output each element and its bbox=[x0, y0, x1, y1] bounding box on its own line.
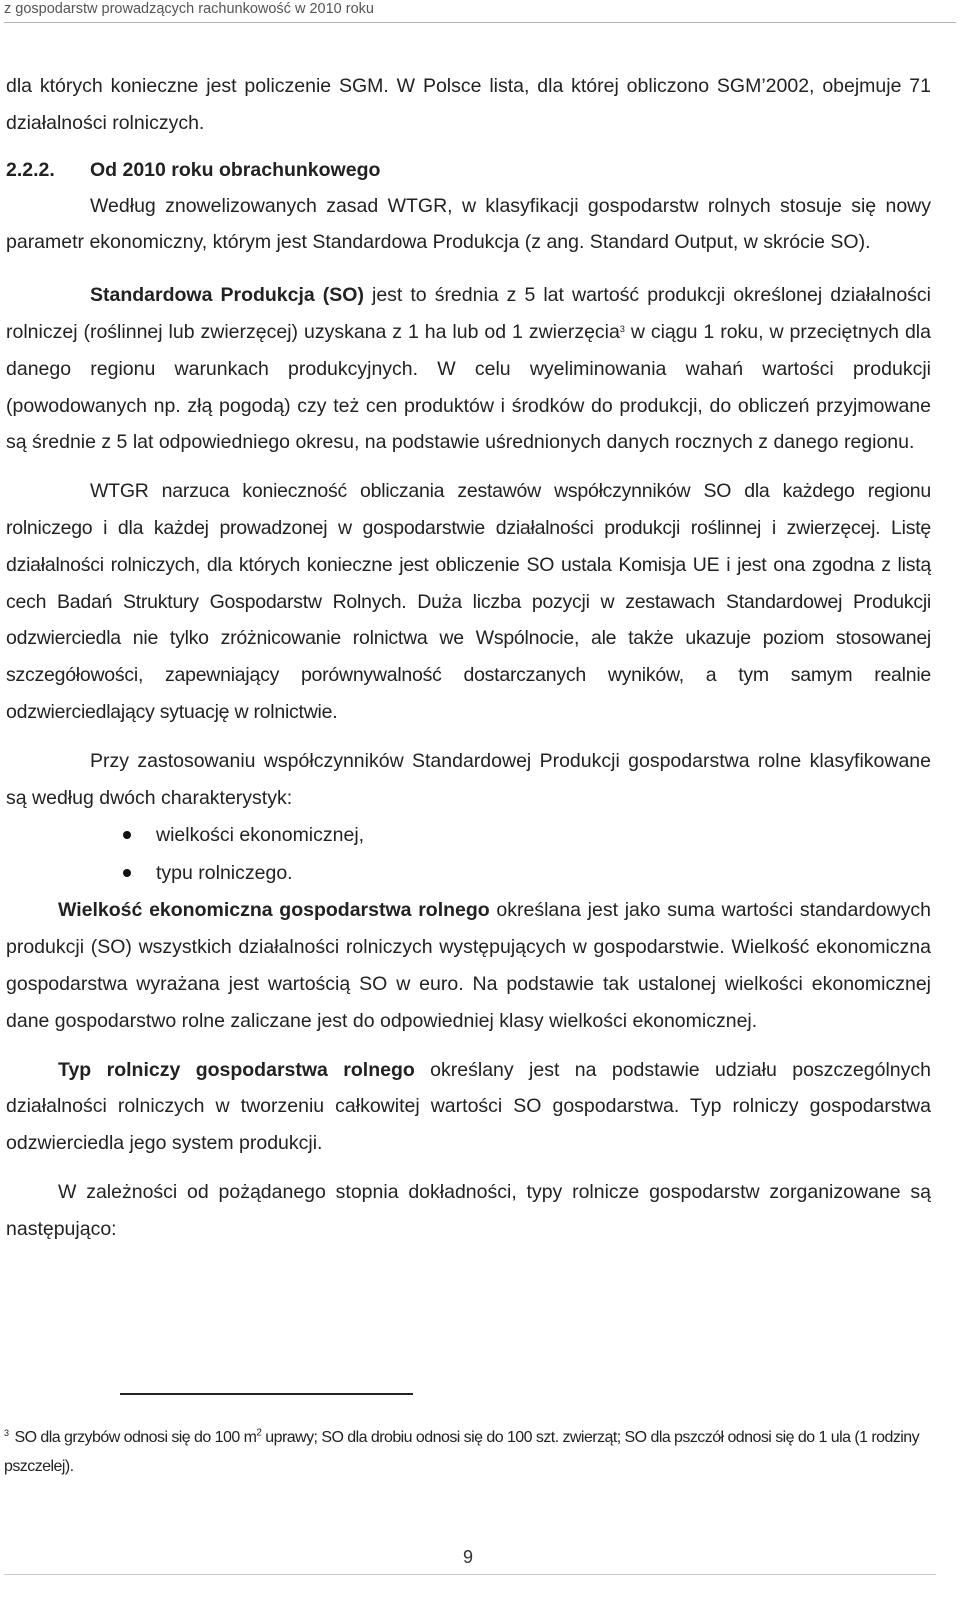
term-wielkosc-ekonomiczna: Wielkość ekonomiczna gospodarstwa rolnego bbox=[58, 899, 490, 922]
paragraph-wtgr: WTGR narzuca konieczność obliczania zestawów współczynników SO dla każdego regionu rolniczego i dla każdej prowadzonej w gospodarstwie działalności produkcji roślinnej i zwierzęcej. Listę działalności rolniczych, dla których konieczne jest obliczenie SO ustala Komisja UE i jest ona zgodna z listą cech Badań Struktury Gospodarstw Rolnych. Duża liczba pozycji w zestawach Standardowej Produkcji odzwierciedla nie tylko zróżnicowanie rolnictwa we Wspólnocie, ale także ukazuje poziom stosowanej szczegółowości, zapewniający porównywalność dostarczanych wyników, a tym samym realnie odzwierciedlający sytuację w rolnictwie. bbox=[6, 480, 931, 723]
paragraph-economic-size-text: określana jest jako suma wartości standardowych produkcji (SO) wszystkich działalności rolniczych występujących w gospodarstwie. Wielkość ekonomiczna gospodarstwa wyrażana jest wartością SO w euro. Na podstawie tak ustalonej wielkości ekonomicznej dane gospodarstwo rolne zaliczane jest do odpowiedniej klasy wielkości ekonomicznej. bbox=[6, 899, 931, 1032]
term-standardowa-produkcja: Standardowa Produkcja (SO) bbox=[90, 284, 364, 307]
paragraph-farm-type bbox=[6, 1052, 931, 1162]
term-typ-rolniczy: Typ rolniczy gospodarstwa rolnego bbox=[58, 1058, 415, 1081]
list-item-text: wielkości ekonomicznej, bbox=[156, 824, 365, 847]
page-body bbox=[6, 68, 931, 1248]
section-heading bbox=[6, 152, 931, 188]
footnote-text-b: uprawy; SO dla drobiu odnosi się do 100 szt. zwierząt; SO dla pszczół odnosi się do 1 ula (1 rodziny pszczelej). bbox=[4, 1429, 920, 1475]
section-number: 2.2.2. bbox=[6, 158, 55, 181]
footnote-superscript: 2 bbox=[256, 1427, 262, 1439]
classification-list bbox=[6, 816, 931, 892]
paragraph-farm-type-text: określany jest na podstawie udziału poszczególnych działalności rolniczych w tworzeniu całkowitej wartości SO gospodarstwa. Typ rolniczy gospodarstwa odzwierciedla jego system produkcji. bbox=[6, 1058, 931, 1155]
list-item bbox=[6, 816, 931, 854]
bullet-icon bbox=[123, 831, 131, 839]
running-header bbox=[4, 0, 956, 23]
paragraph-farm-types-organized: W zależności od pożądanego stopnia dokładności, typy rolnicze gospodarstw zorganizowane są następująco: bbox=[6, 1180, 931, 1240]
running-header-title: z gospodarstw prowadzących rachunkowość w 2010 roku bbox=[4, 1, 374, 17]
section-title: Od 2010 roku obrachunkowego bbox=[90, 158, 381, 181]
paragraph-so-definition-intro: Według znowelizowanych zasad WTGR, w klasyfikacji gospodarstw rolnych stosuje się nowy parametr ekonomiczny, którym jest Standardowa Produkcja (z ang. Standard Output, w skrócie SO). bbox=[6, 194, 931, 254]
paragraph-so-text-b: w ciągu 1 roku, w przeciętnych dla danego regionu warunkach produkcyjnych. W celu wyeliminowania wahań wartości produkcji (powodowanych np. złą pogodą) czy też cen produktów i środków do produkcji, do obliczeń przyjmowane są średnie z 5 lat odpowiedniego okresu, na podstawie uśrednionych danych rocznych z danego regionu. bbox=[6, 320, 931, 454]
list-item bbox=[6, 854, 931, 892]
footnote-text-a: SO dla grzybów odnosi się do 100 m bbox=[14, 1429, 257, 1446]
bullet-icon bbox=[123, 869, 131, 877]
intro-paragraph: dla których konieczne jest policzenie SGM. W Polsce lista, dla której obliczono SGM’2002, obejmuje 71 działalności rolniczych. bbox=[6, 75, 931, 134]
footnote-reference[interactable]: 3 bbox=[619, 323, 625, 334]
list-item-text: typu rolniczego. bbox=[156, 862, 293, 885]
paragraph-classification: Przy zastosowaniu współczynników Standardowej Produkcji gospodarstwa rolne klasyfikowane są według dwóch charakterystyk: bbox=[6, 749, 931, 809]
footer-rule bbox=[4, 1574, 936, 1575]
paragraph-so-text-a: jest to średnia z 5 lat wartość produkcji określonej działalności rolniczej (roślinnej lub zwierzęcej) uzyskana z 1 ha lub od 1 zwierzęcia bbox=[6, 284, 932, 343]
page-number: 9 bbox=[462, 1547, 473, 1567]
footnote-separator bbox=[120, 1393, 413, 1395]
paragraph-economic-size bbox=[6, 892, 931, 1039]
footnote-mark: 3 bbox=[4, 1428, 9, 1438]
footnote bbox=[4, 1423, 932, 1481]
paragraph-so-definition bbox=[6, 277, 931, 461]
